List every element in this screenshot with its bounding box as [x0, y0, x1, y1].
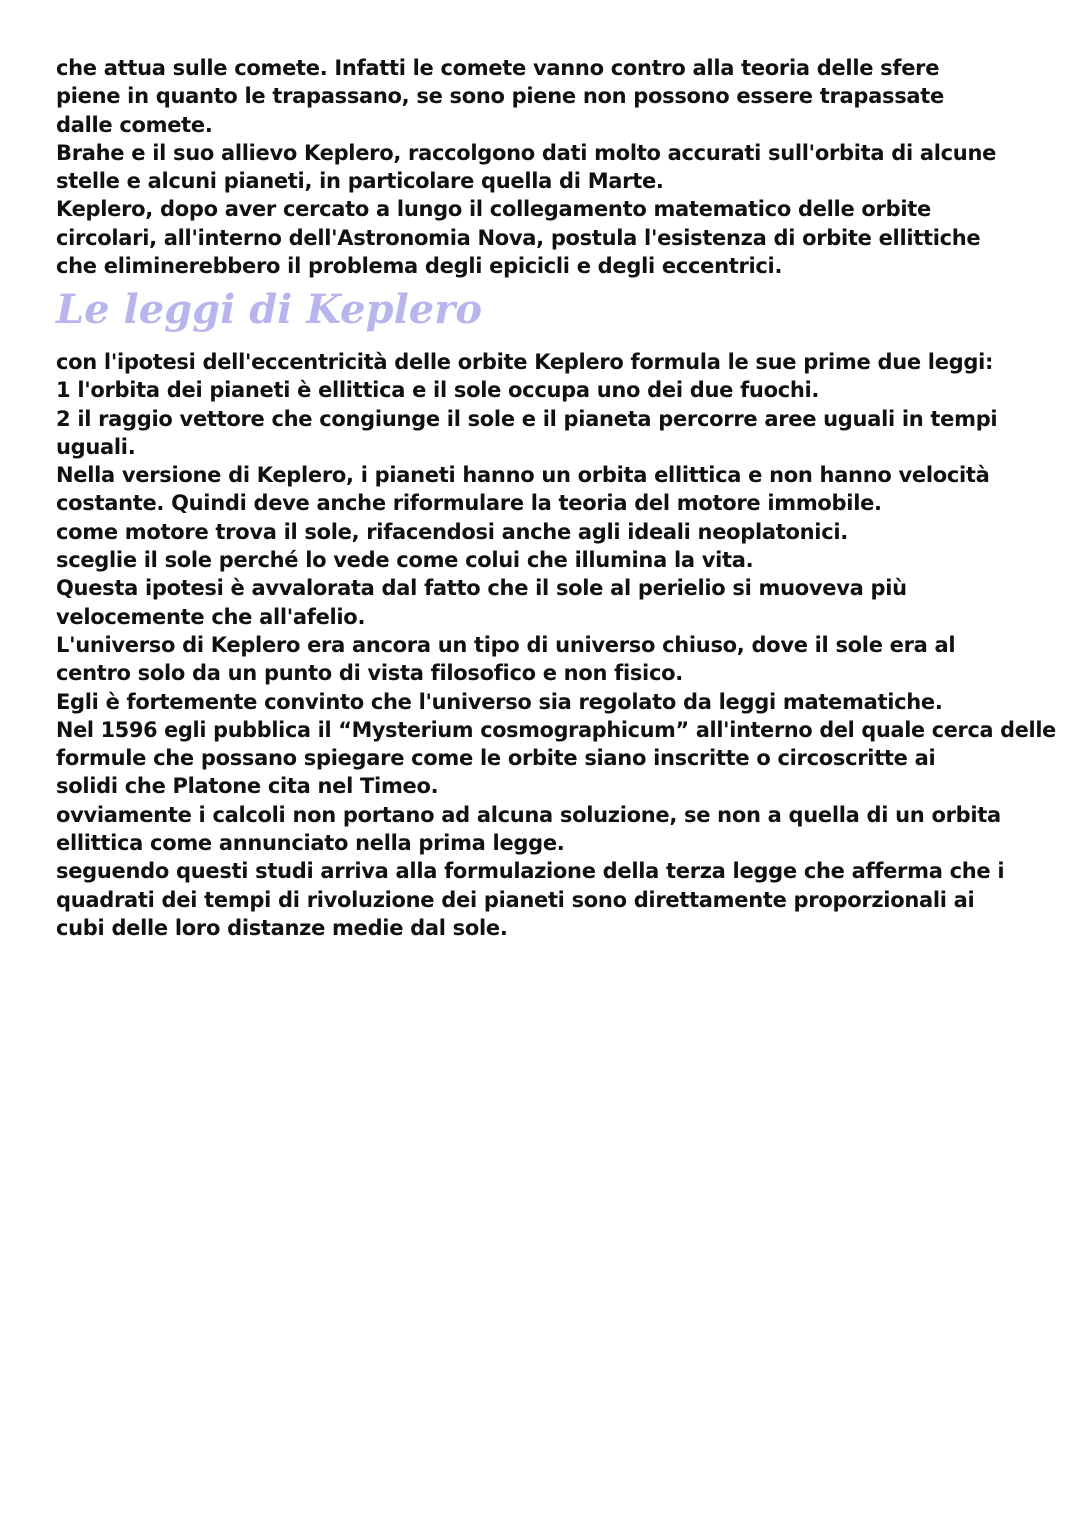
text-line: Keplero, dopo aver cercato a lungo il collegamento matematico delle orbite [56, 197, 931, 222]
text-line: piene in quanto le trapassano, se sono piene non possono essere trapassate [56, 84, 944, 109]
section-heading: Le leggi di Keplero [56, 286, 482, 333]
text-line: centro solo da un punto di vista filosofico e non fisico. [56, 661, 683, 686]
text-line: costante. Quindi deve anche riformulare la teoria del motore immobile. [56, 491, 882, 516]
text-line: stelle e alcuni pianeti, in particolare quella di Marte. [56, 169, 664, 194]
text-line: Nella versione di Keplero, i pianeti hanno un orbita ellittica e non hanno velocità [56, 463, 990, 488]
text-line: seguendo questi studi arriva alla formulazione della terza legge che afferma che i [56, 859, 1005, 884]
text-line: L'universo di Keplero era ancora un tipo di universo chiuso, dove il sole era al [56, 632, 956, 657]
text-line: come motore trova il sole, rifacendosi anche agli ideali neoplatonici. [56, 519, 848, 544]
text-line: 2 il raggio vettore che congiunge il sole e il pianeta percorre aree uguali in tempi [56, 406, 998, 431]
text-line: circolari, all'interno dell'Astronomia Nova, postula l'esistenza di orbite ellittiche [56, 225, 981, 250]
text-line: che eliminerebbero il problema degli epicicli e degli eccentrici. [56, 254, 783, 279]
text-line: dalle comete. [56, 112, 213, 137]
text-line: sceglie il sole perché lo vede come colui che illumina la vita. [56, 548, 754, 573]
text-line: cubi delle loro distanze medie dal sole. [56, 915, 508, 940]
text-line: quadrati dei tempi di rivoluzione dei pianeti sono direttamente proporzionali ai [56, 887, 975, 912]
body-paragraph [56, 348, 1056, 942]
text-line: Questa ipotesi è avvalorata dal fatto che il sole al perielio si muoveva più [56, 576, 907, 601]
text-line: 1 l'orbita dei pianeti è ellittica e il sole occupa uno dei due fuochi. [56, 378, 820, 403]
text-line: ovviamente i calcoli non portano ad alcuna soluzione, se non a quella di un orbita [56, 802, 1001, 827]
text-line: ellittica come annunciato nella prima legge. [56, 831, 565, 856]
text-line: formule che possano spiegare come le orbite siano inscritte o circoscritte ai [56, 746, 936, 771]
text-line: che attua sulle comete. Infatti le comete vanno contro alla teoria delle sfere [56, 56, 940, 80]
text-line: uguali. [56, 434, 136, 459]
text-line: velocemente che all'afelio. [56, 604, 366, 629]
text-line: Egli è fortemente convinto che l'universo sia regolato da leggi matematiche. [56, 689, 943, 714]
text-line: Nel 1596 egli pubblica il “Mysterium cosmographicum” all'interno del quale cerca delle [56, 717, 1056, 742]
text-line: solidi che Platone cita nel Timeo. [56, 774, 439, 799]
intro-paragraph [56, 54, 1046, 280]
text-line: con l'ipotesi dell'eccentricità delle orbite Keplero formula le sue prime due leggi: [56, 350, 994, 374]
text-line: Brahe e il suo allievo Keplero, raccolgono dati molto accurati sull'orbita di alcune [56, 140, 997, 165]
